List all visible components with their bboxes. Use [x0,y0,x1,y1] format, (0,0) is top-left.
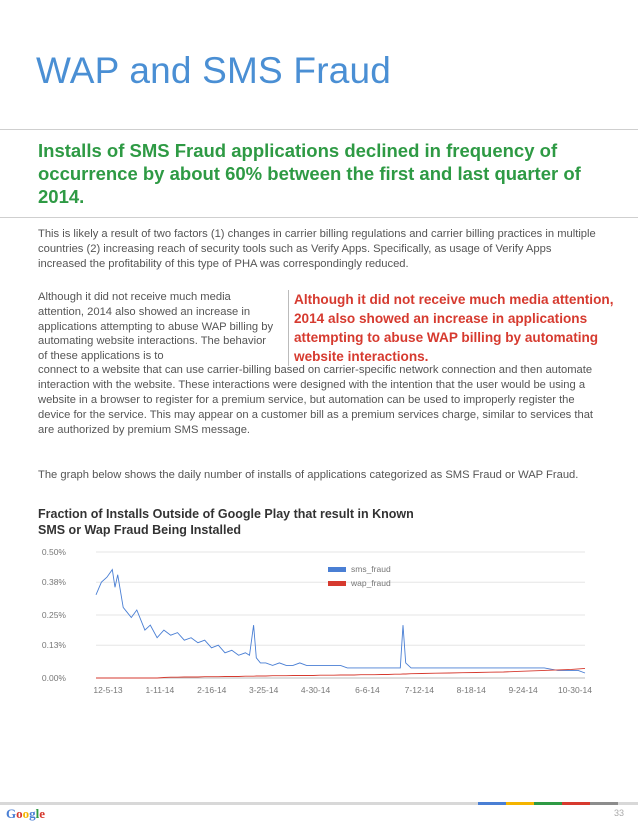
left-column-paragraph: Although it did not receive much media attention, 2014 also showed an increase in applications attempting to abuse WAP billing by automating website interactions. The behavior of these applications is to [38,291,274,363]
logo-letter: l [35,806,40,821]
footer-stripe [562,802,590,805]
footer-stripe [506,802,534,805]
y-tick-label: 0.50% [41,547,66,557]
logo-letter: o [16,806,23,821]
footer-stripe [590,802,618,805]
legend-label: sms_fraud [351,564,391,574]
graph-intro-paragraph: The graph below shows the daily number of installs of applications categorized as SMS Fraud or WAP Fraud. [38,469,579,481]
y-tick-label: 0.13% [41,640,66,651]
x-tick-label: 4-30-14 [300,685,331,695]
logo-letter: g [29,806,36,821]
x-tick-label: 1-11-14 [145,685,175,695]
continuation-paragraph: connect to a website that can use carrier-billing based on carrier-specific network connection and then automate interaction with the website. These interactions were designed with the intention that the user would be using a website in a browser to register for a premium service, but automation can be used to improperly register the device for the service. This may appear on a customer bill as a premium services charge, similar to services that are authorized by premium SMS message. [38,364,594,436]
top-divider [0,129,638,130]
logo-letter: o [22,806,30,821]
legend-label: wap_fraud [351,578,391,588]
y-tick-label: 0.00% [41,673,66,683]
footer-stripe [478,802,506,805]
x-tick-label: 7-12-14 [404,685,434,695]
x-tick-label: 6-6-14 [355,685,380,695]
legend-swatch [328,581,346,586]
google-logo [6,806,45,822]
footer-stripe [534,802,562,805]
y-tick-label: 0.25% [41,610,66,620]
x-tick-label: 8-18-14 [456,685,486,695]
headline: Installs of SMS Fraud applications declined in frequency of occurrence by about 60% between the first and last quarter of 2014. [38,140,581,207]
chart-title: Fraction of Installs Outside of Google Play that result in Known SMS or Wap Fraud Being Installed [38,507,414,537]
x-tick-label: 3-25-14 [249,685,279,695]
x-tick-label: 9-24-14 [508,685,538,695]
headline-divider [0,217,638,218]
legend-swatch [328,567,346,572]
y-tick-label: 0.38% [41,577,66,588]
logo-letter: e [39,806,46,821]
page-title: WAP and SMS Fraud [36,50,392,91]
line-chart [30,540,600,700]
x-tick-label: 12-5-13 [93,685,123,695]
x-tick-label: 10-30-14 [557,685,593,695]
series-line-wap_fraud [96,668,585,678]
page-number: 33 [613,808,624,818]
x-tick-label: 2-16-14 [197,685,227,695]
intro-paragraph: This is likely a result of two factors (1) changes in carrier billing regulations and carrier billing practices in multiple countries (2) increasing reach of security tools such as Verify Apps. Specifically, as usage of Verify Apps increased the profitability of this type of PHA was correspondingly reduced. [38,228,596,270]
pull-quote: Although it did not receive much media attention, 2014 also showed an increase in applications attempting to abuse WAP billing by automating website interactions. [288,290,614,366]
logo-letter: G [6,806,17,821]
